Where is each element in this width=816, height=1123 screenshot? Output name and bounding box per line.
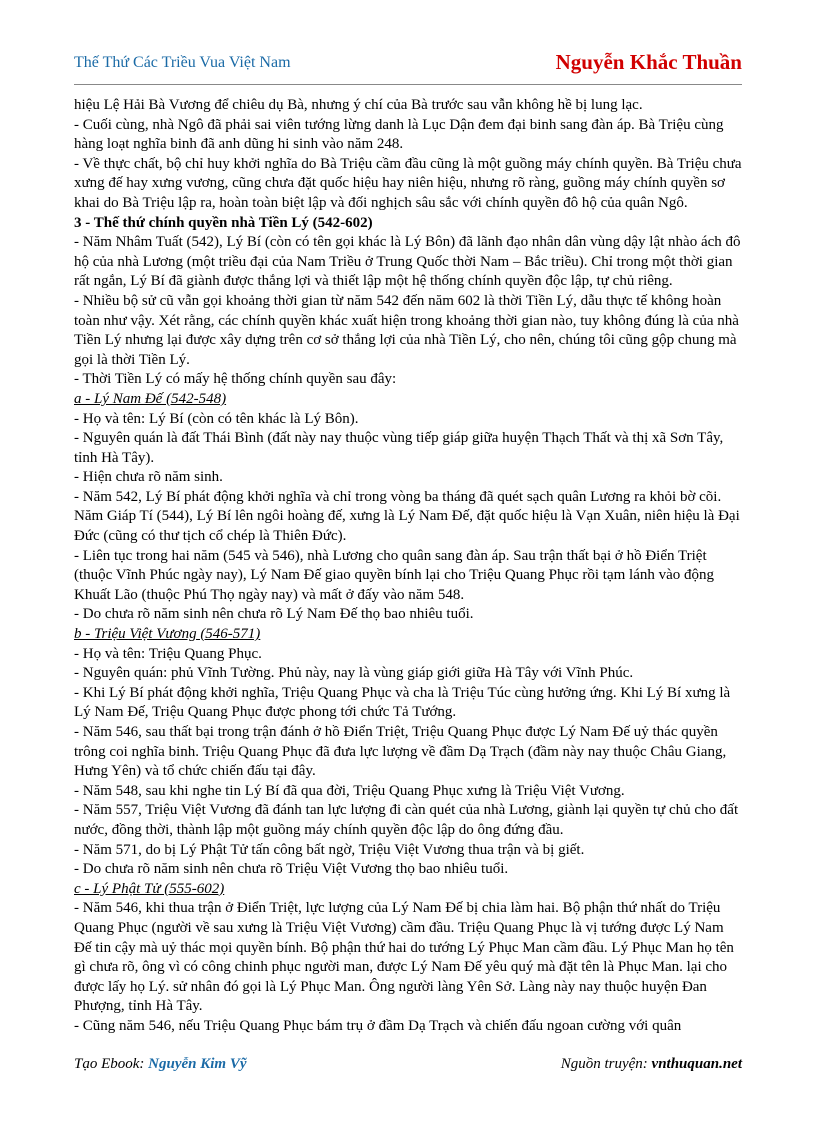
paragraph: - Do chưa rõ năm sinh nên chưa rõ Lý Nam Đế thọ bao nhiêu tuổi.	[74, 606, 474, 623]
paragraph: - Năm 548, sau khi nghe tin Lý Bí đã qua đời, Triệu Quang Phục xưng là Triệu Việt Vương.	[74, 782, 625, 799]
paragraph: - Khi Lý Bí phát động khởi nghĩa, Triệu Quang Phục và cha là Triệu Túc cùng hưởng ứng. Khi Lý Bí xưng là Lý Nam Đế, Triệu Quang Phục được phong tới chức Tả Tướng.	[74, 684, 731, 721]
source-site: vnthuquan.net	[651, 1056, 742, 1072]
subheading-c: c - Lý Phật Tử (555-602)	[74, 880, 225, 897]
paragraph: - Liên tục trong hai năm (545 và 546), nhà Lương cho quân sang đàn áp. Sau trận thất bại ở hồ Điển Triệt (thuộc Vĩnh Phúc ngày nay), Lý Nam Đế giao quyền bính lại cho Triệu Quang Phục rồi tạm lánh vào động Khuất Lão (thuộc Phú Thọ ngày nay) và mất ở đấy vào năm 548.	[74, 547, 715, 603]
paragraph: - Thời Tiền Lý có mấy hệ thống chính quyền sau đây:	[74, 371, 397, 388]
paragraph: - Năm Nhâm Tuất (542), Lý Bí (còn có tên gọi khác là Lý Bôn) đã lãnh đạo nhân dân vùng dậy lật nhào ách đô hộ của nhà Lương (một triều đại của Nam Triều ở Trung Quốc thời Nam – Bắc triều). Chỉ trong một thời gian rất ngắn, Lý Bí đã giành được thắng lợi và thiết lập một hệ thống chính quyền độc lập, tự chủ riêng.	[74, 234, 741, 290]
paragraph: - Về thực chất, bộ chỉ huy khởi nghĩa do Bà Triệu cầm đầu cũng là một guồng máy chính quyền. Bà Triệu chưa xưng đế hay xưng vương, cũng chưa đặt quốc hiệu hay niên hiệu, nhưng rõ ràng, guồng máy chính quyền sơ khai do Bà Triệu lập ra, hoàn toàn biệt lập và đối nghịch sâu sắc với chính quyền đô hộ của quân Ngô.	[74, 155, 742, 211]
source-separator: :	[642, 1056, 652, 1072]
source-label: Nguồn truyện	[560, 1056, 643, 1072]
paragraph: - Họ và tên: Lý Bí (còn có tên khác là Lý Bôn).	[74, 410, 359, 427]
ebook-label: Tạo Ebook	[74, 1056, 140, 1072]
page-footer	[74, 1056, 742, 1076]
paragraph: - Nguyên quán: phủ Vĩnh Tường. Phủ này, nay là vùng giáp giới giữa Hà Tây với Vĩnh Phúc.	[74, 665, 634, 682]
paragraph: - Họ và tên: Triệu Quang Phục.	[74, 645, 262, 662]
paragraph: - Năm 546, khi thua trận ở Điển Triệt, lực lượng của Lý Nam Đế bị chia làm hai. Bộ phận thứ nhất do Triệu Quang Phục (người về sau xưng là Triệu Việt Vương) cầm đầu. Triệu Quang Phục là vị tướng được Lý Nam Đế tin cậy mà uỷ thác mọi quyền bính. Bộ phận thứ hai do tướng Lý Phục Man cầm đầu. Lý Phục Man họ tên gì chưa rõ, ông vì có công chinh phục người man, được Lý Nam Đế yêu quý mà đặt tên là Phục Man. lại cho được lấy họ Lý. sử nhân đó gọi là Lý Phục Man. Ông người làng Yên Sở. Làng này nay thuộc huyện Đan Phượng, tỉnh Hà Tây.	[74, 900, 734, 1015]
paragraph: - Hiện chưa rõ năm sinh.	[74, 469, 223, 486]
page-body	[74, 96, 742, 1037]
paragraph: - Cuối cùng, nhà Ngô đã phải sai viên tướng lừng danh là Lục Dận đem đại binh sang đàn áp. Bà Triệu cùng hàng loạt nghĩa binh đã anh dũng hi sinh vào năm 248.	[74, 116, 724, 153]
ebook-separator: :	[139, 1056, 149, 1072]
paragraph: - Năm 542, Lý Bí phát động khởi nghĩa và chỉ trong vòng ba tháng đã quét sạch quân Lương ra khỏi bờ cõi. Năm Giáp Tí (544), Lý Bí lên ngôi hoàng đế, xưng là Lý Nam Đế, đặt quốc hiệu là Vạn Xuân, niên hiệu là Đại Đức (cũng có thư tịch cổ chép là Thiên Đức).	[74, 488, 740, 545]
section-heading: 3 - Thế thứ chính quyền nhà Tiền Lý (542-602)	[74, 214, 373, 231]
book-title: Thế Thứ Các Triều Vua Việt Nam	[74, 54, 291, 71]
page-header	[74, 50, 742, 80]
paragraph: - Nhiều bộ sử cũ vẫn gọi khoảng thời gian từ năm 542 đến năm 602 là thời Tiền Lý, dẫu thực tế không hoàn toàn như vậy. Xét rằng, các chính quyền khác xuất hiện trong khoảng thời gian nào, tuy không đúng là của nhà Tiền Lý nhưng lại được xây dựng trên cơ sở thắng lợi của nhà Tiền Lý, cho nên, chúng tôi cũng gộp chung mà gọi là thời Tiền Lý.	[74, 292, 739, 368]
paragraph: - Do chưa rõ năm sinh nên chưa rõ Triệu Việt Vương thọ bao nhiêu tuổi.	[74, 861, 509, 878]
ebook-creator: Nguyễn Kim Vỹ	[148, 1056, 247, 1072]
source-credit	[561, 1056, 742, 1073]
paragraph: - Nguyên quán là đất Thái Bình (đất này nay thuộc vùng tiếp giáp giữa huyện Thạch Thất và thị xã Sơn Tây, tỉnh Hà Tây).	[74, 430, 724, 466]
header-divider	[74, 84, 742, 85]
ebook-credit	[74, 1056, 247, 1073]
paragraph: - Năm 571, do bị Lý Phật Tử tấn công bất ngờ, Triệu Việt Vương thua trận và bị giết.	[74, 841, 585, 858]
subheading-a: a - Lý Nam Đế (542-548)	[74, 390, 227, 407]
paragraph: hiệu Lệ Hải Bà Vương để chiêu dụ Bà, nhưng ý chí của Bà trước sau vẫn không hề bị lung lạc.	[74, 97, 643, 113]
paragraph: - Năm 546, sau thất bại trong trận đánh ở hồ Điển Triệt, Triệu Quang Phục được Lý Nam Đế uỷ thác quyền trông coi nghĩa binh. Triệu Quang Phục đã đưa lực lượng về đầm Dạ Trạch (đầm này nay thuộc Châu Giang, Hưng Yên) và tổ chức chiến đấu tại đây.	[74, 724, 727, 780]
subheading-b: b - Triệu Việt Vương (546-571)	[74, 626, 261, 643]
paragraph: - Năm 557, Triệu Việt Vương đã đánh tan lực lượng đi càn quét của nhà Lương, giành lại quyền tự chủ cho đất nước, đồng thời, thành lập một guồng máy chính quyền độc lập do ông đứng đầu.	[74, 802, 739, 838]
paragraph: - Cũng năm 546, nếu Triệu Quang Phục bám trụ ở đầm Dạ Trạch và chiến đấu ngoan cường với quân	[74, 1017, 682, 1034]
author-name: Nguyễn Khắc Thuần	[555, 50, 742, 74]
